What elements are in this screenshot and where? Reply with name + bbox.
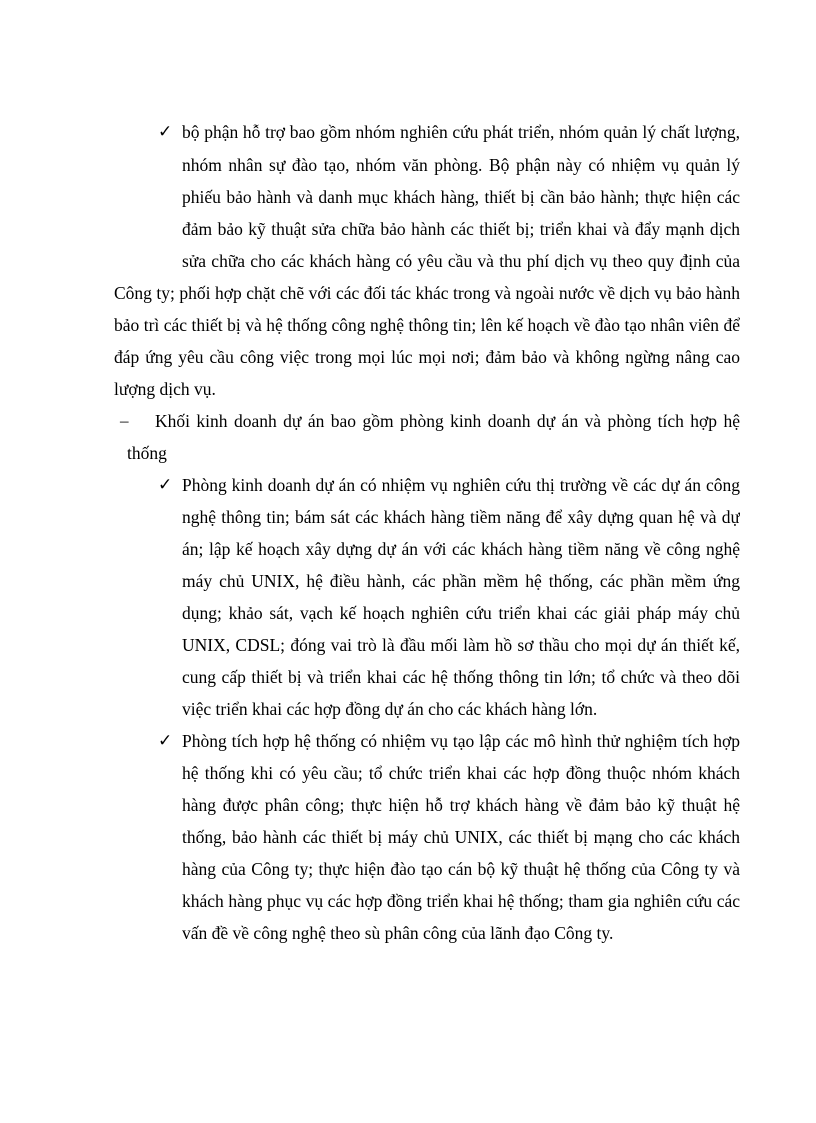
paragraph-line: dụng; khảo sát, vạch kế hoạch nghiên cứu triển khai các giải pháp máy chủ [182, 603, 740, 623]
paragraph-line: Phòng tích hợp hệ thống có nhiệm vụ tạo lập các mô hình thử nghiệm tích hợp [182, 731, 740, 751]
paragraph-line: nghệ thông tin; bám sát các khách hàng tiềm năng để xây dựng quan hệ và dự [182, 507, 740, 527]
paragraph-line: Phòng kinh doanh dự án có nhiệm vụ nghiên cứu thị trường về các dự án công [182, 475, 740, 495]
paragraph-line: bảo trì các thiết bị và hệ thống công nghệ thông tin; lên kế hoạch về đào tạo nhân viên để [114, 315, 740, 335]
paragraph-line: sửa chữa cho các khách hàng có yêu cầu và thu phí dịch vụ theo quy định của [182, 251, 740, 271]
paragraph-line: lượng dịch vụ. [114, 379, 216, 399]
paragraph-line: việc triển khai các hợp đồng dự án cho các khách hàng lớn. [182, 699, 598, 719]
paragraph-line: hệ thống khi có yêu cầu; tổ chức triển khai các hợp đồng thuộc nhóm khách [182, 763, 740, 783]
paragraph-line: thống, bảo hành các thiết bị máy chủ UNIX, các thiết bị mạng cho các khách [182, 827, 740, 847]
checkmark-icon: ✓ [158, 122, 173, 141]
paragraph-line: Công ty; phối hợp chặt chẽ với các đối tác khác trong và ngoài nước về dịch vụ bảo hành [114, 283, 740, 303]
paragraph-line: Khối kinh doanh dự án bao gồm phòng kinh doanh dự án và phòng tích hợp hệ [155, 411, 740, 431]
paragraph-line: nhóm nhân sự đào tạo, nhóm văn phòng. Bộ phận này có nhiệm vụ quản lý [182, 155, 740, 175]
paragraph-line: bộ phận hỗ trợ bao gồm nhóm nghiên cứu phát triển, nhóm quản lý chất lượng, [182, 122, 740, 142]
paragraph-line: đảm bảo kỹ thuật sửa chữa bảo hành các thiết bị; triển khai và đẩy mạnh dịch [182, 219, 740, 239]
paragraph-line: cung cấp thiết bị và triển khai các hệ thống thông tin lớn; tổ chức và theo dõi [182, 667, 740, 687]
paragraph-line: vấn đề về công nghệ theo sù phân công của lãnh đạo Công ty. [182, 923, 614, 943]
paragraph-line: đáp ứng yêu cầu công việc trong mọi lúc mọi nơi; đảm bảo và không ngừng nâng cao [114, 347, 740, 367]
paragraph-line: án; lập kế hoạch xây dựng dự án với các khách hàng tiềm năng về công nghệ [182, 539, 740, 559]
paragraph-line: thống [127, 443, 167, 463]
checkmark-icon: ✓ [158, 475, 173, 494]
paragraph-line: khách hàng phục vụ các hợp đồng triển khai hệ thống; tham gia nghiên cứu các [182, 891, 740, 911]
paragraph-line: máy chủ UNIX, hệ điều hành, các phần mềm hệ thống, các phần mềm ứng [182, 571, 740, 591]
paragraph-line: UNIX, CDSL; đóng vai trò là đầu mối làm hồ sơ thầu cho mọi dự án thiết kế, [182, 635, 740, 655]
checkmark-icon: ✓ [158, 731, 173, 750]
dash-bullet: – [120, 411, 129, 430]
paragraph-line: phiếu bảo hành và danh mục khách hàng, thiết bị cần bảo hành; thực hiện các [182, 187, 740, 207]
paragraph-line: hàng của Công ty; thực hiện đào tạo cán bộ kỹ thuật hệ thống của Công ty và [182, 859, 740, 879]
paragraph-line: hàng được phân công; thực hiện hỗ trợ khách hàng về đảm bảo kỹ thuật hệ [182, 795, 740, 815]
